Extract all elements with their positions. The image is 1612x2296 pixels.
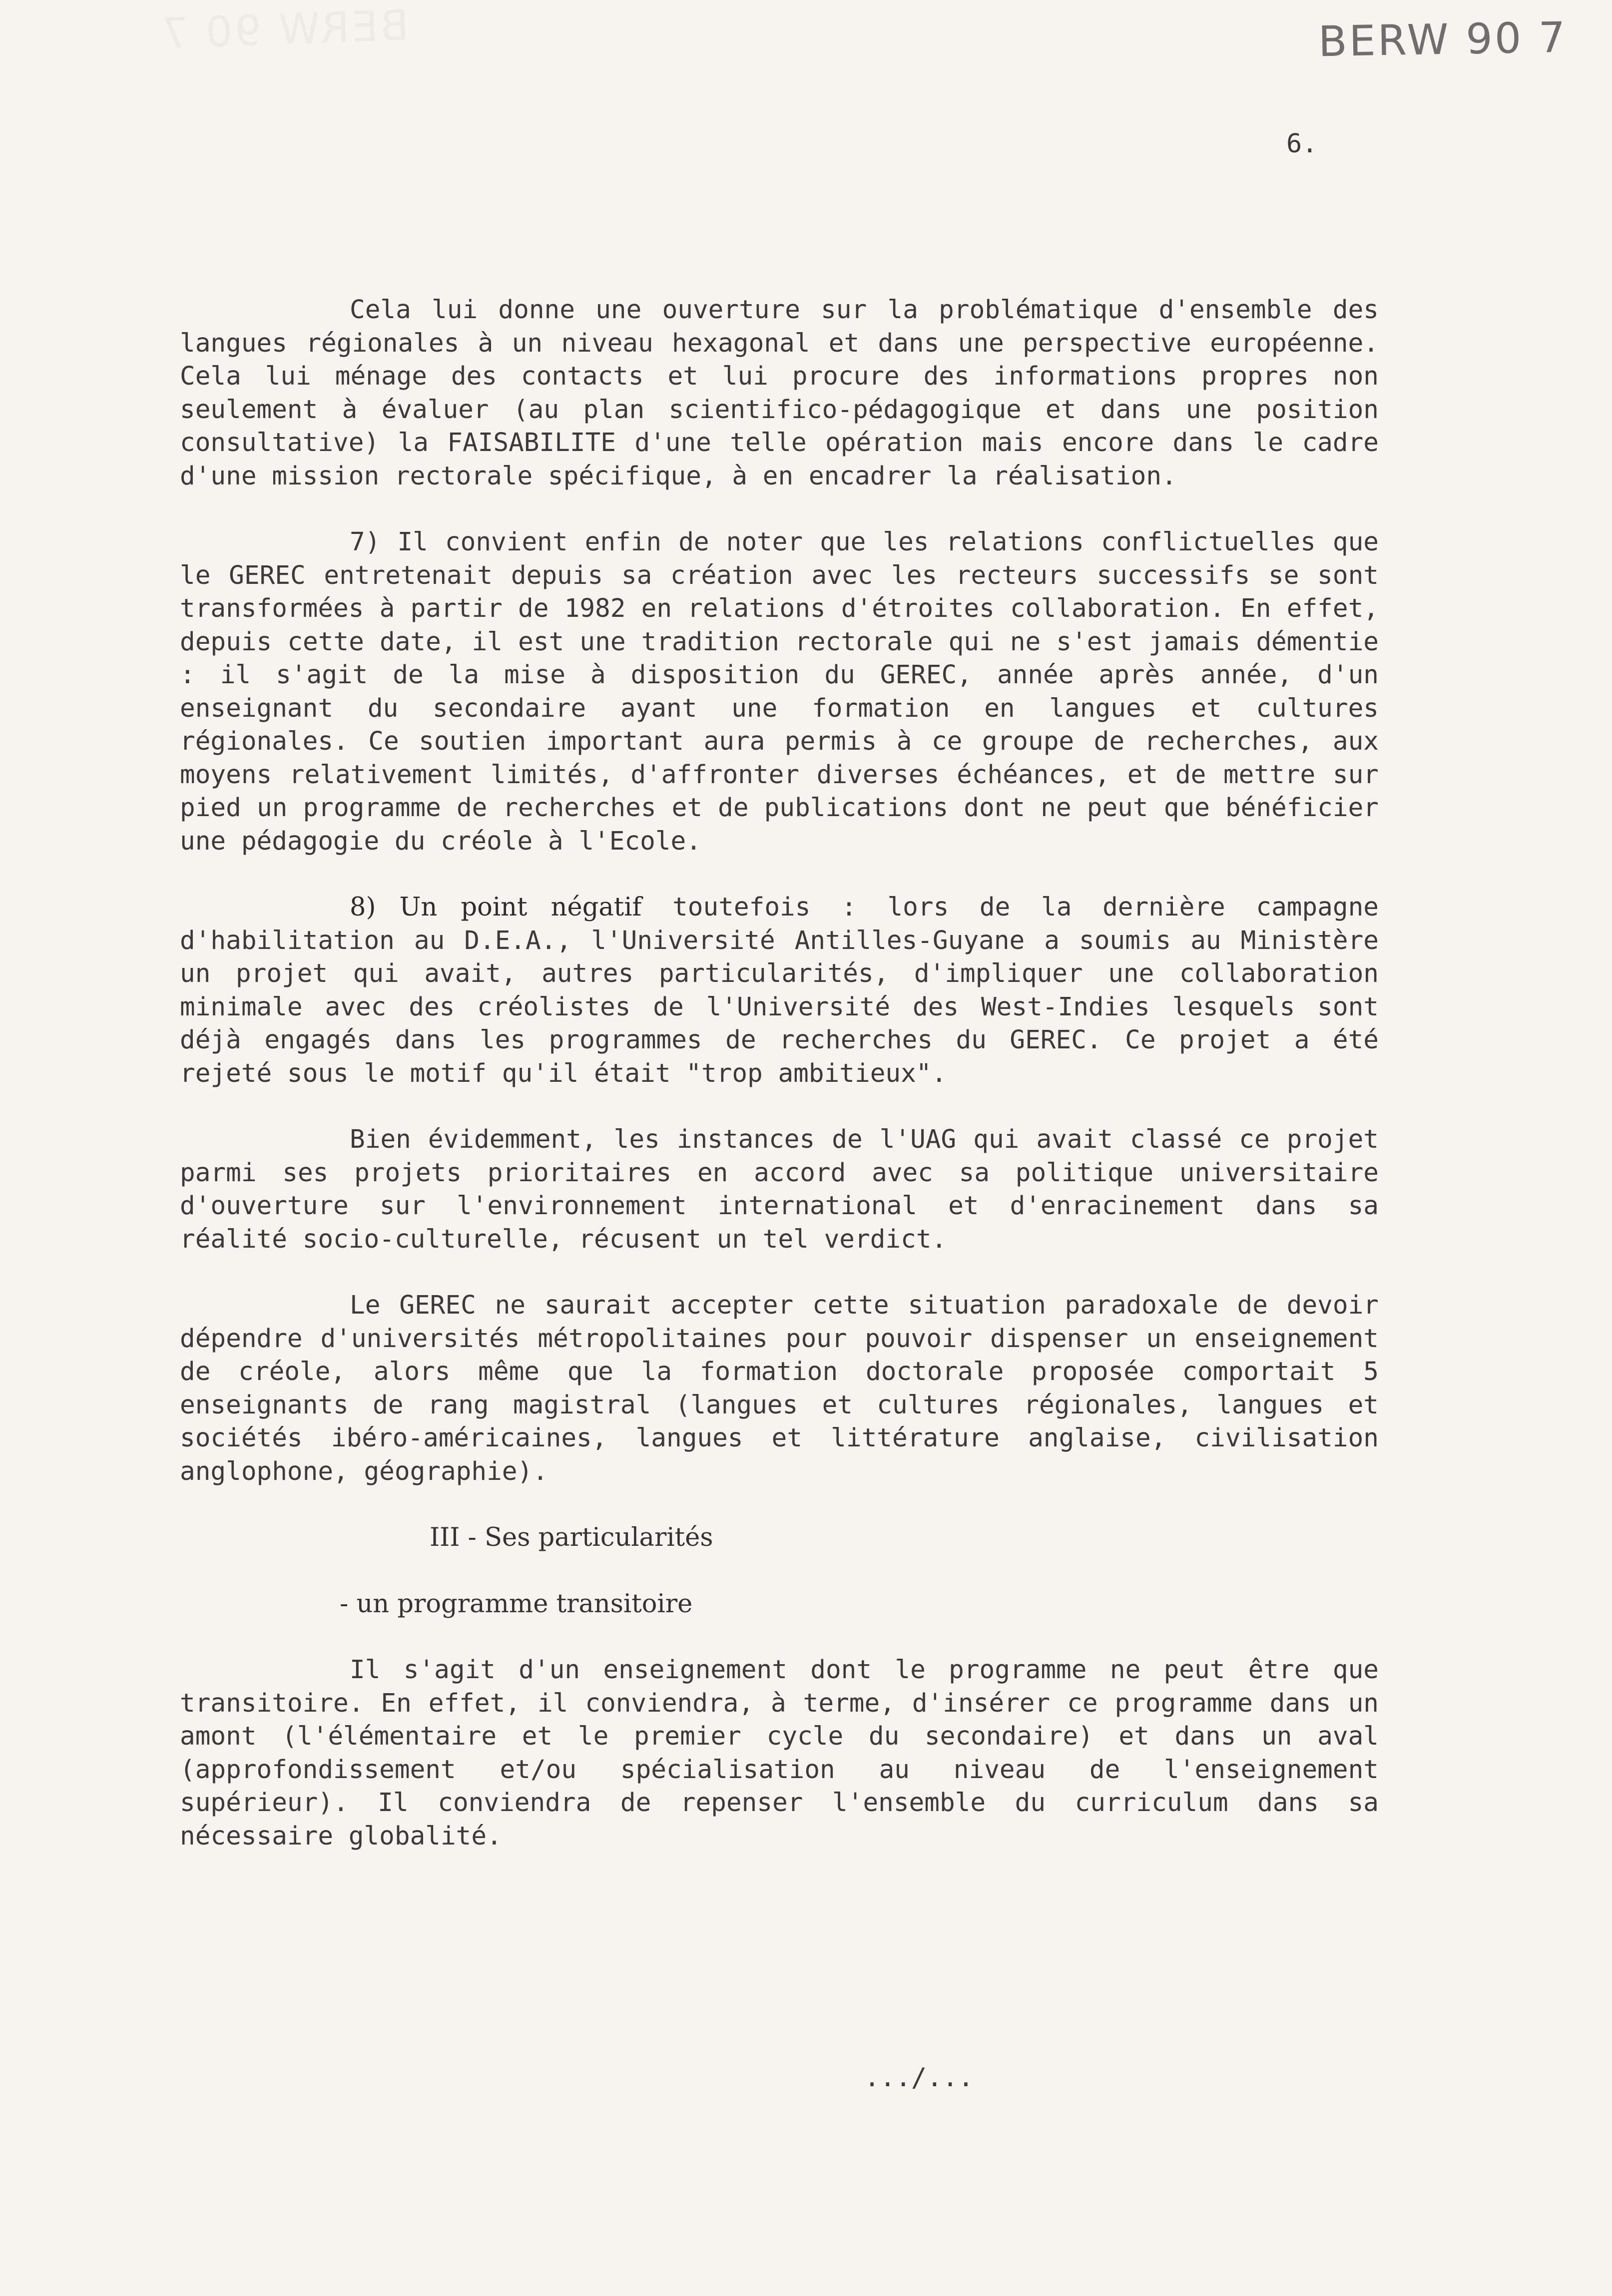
point-8-text: toutefois : lors de la dernière campagne d'habilitation au D.E.A., l'Université Antilles-Guyane a soumis au Ministère un projet qui avait, autres particularités, d'impliquer une collaboration minimale avec des créolistes de l'Université des West-Indies lesquels sont déjà engagés dans les programmes de recherches du GEREC. Ce projet a été rejeté sous le motif qu'il était "trop ambitieux". xyxy=(180,893,1379,1088)
bleed-through-mark: BERW 90 7 xyxy=(159,0,410,58)
paragraph-point-7: 7) Il convient enfin de noter que les relations conflictuelles que le GEREC entretenait depuis sa création avec les recteurs successifs se sont transformées à partir de 1982 en relations d'étroites collaboration. En effet, depuis cette date, il est une tradition rectorale qui ne s'est jamais démentie : il s'agit de la mise à disposition du GEREC, année après année, d'un enseignant du secondaire ayant une formation en langues et cultures régionales. Ce soutien important aura permis à ce groupe de recherches, aux moyens relativement limités, d'affronter diverses échéances, et de mettre sur pied un programme de recherches et de publications dont ne peut que bénéficier une pédagogie du créole à l'Ecole. xyxy=(180,527,1379,856)
continuation-mark: .../... xyxy=(864,2063,974,2093)
body-text xyxy=(180,294,1379,1886)
point-8-lead: 8) Un point négatif xyxy=(350,893,642,922)
archive-reference-mark: BERW 90 7 xyxy=(1317,12,1568,66)
paragraph-programme-transitoire: Il s'agit d'un enseignement dont le programme ne peut être que transitoire. En effet, il conviendra, à terme, d'insérer ce programme dans un amont (l'élémentaire et le premier cycle du secondaire) et dans un aval (approfondissement et/ou spécialisation au niveau de l'enseignement supérieur). Il conviendra de repenser l'ensemble du curriculum dans sa nécessaire globalité. xyxy=(180,1655,1379,1851)
paragraph-uag-verdict: Bien évidemment, les instances de l'UAG qui avait classé ce projet parmi ses projets prioritaires en accord avec sa politique universitaire d'ouverture sur l'environnement international et d'enracinement dans sa réalité socio-culturelle, récusent un tel verdict. xyxy=(180,1125,1379,1254)
paragraph-gerec-position: Le GEREC ne saurait accepter cette situation paradoxale de devoir dépendre d'universités métropolitaines pour pouvoir dispenser un enseignement de créole, alors même que la formation doctorale proposée comportait 5 enseignants de rang magistral (langues et cultures régionales, langues et sociétés ibéro-américaines, langues et littérature anglaise, civilisation anglophone, géographie). xyxy=(180,1291,1379,1486)
subheading: - un programme transitoire xyxy=(340,1589,693,1619)
section-heading: III - Ses particularités xyxy=(430,1523,713,1552)
paragraph-point-8 xyxy=(180,891,1379,1090)
paragraph-ouverture: Cela lui donne une ouverture sur la problématique d'ensemble des langues régionales à un niveau hexagonal et dans une perspective européenne. Cela lui ménage des contacts et lui procure des informations propres non seulement à évaluer (au plan scientifico-pédagogique et dans une position consultative) la FAISABILITE d'une telle opération mais encore dans le cadre d'une mission rectorale spécifique, à en encadrer la réalisation. xyxy=(180,295,1379,491)
page-number: 6. xyxy=(1286,129,1318,159)
